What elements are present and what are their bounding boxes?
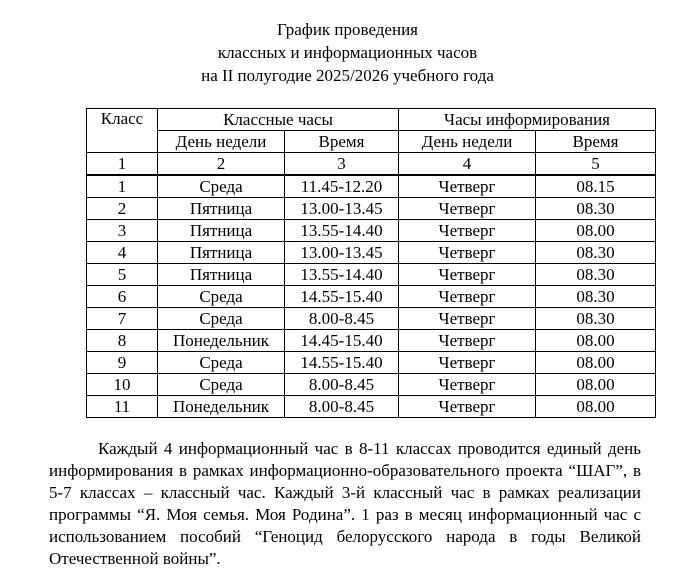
header-time: Время xyxy=(285,131,399,153)
cell-class: 9 xyxy=(87,352,158,374)
cell-class: 6 xyxy=(87,286,158,308)
cell-time: 13.55-14.40 xyxy=(285,264,399,286)
cell-day: Понедельник xyxy=(158,396,285,418)
cell-info-day: Четверг xyxy=(399,198,536,220)
cell-day: Среда xyxy=(158,286,285,308)
cell-info-time: 08.30 xyxy=(536,308,656,330)
cell-info-time: 08.30 xyxy=(536,242,656,264)
cell-time: 13.00-13.45 xyxy=(285,198,399,220)
column-number: 5 xyxy=(536,153,656,176)
cell-class: 8 xyxy=(87,330,158,352)
cell-info-time: 08.30 xyxy=(536,198,656,220)
document-title xyxy=(0,18,695,87)
cell-day: Среда xyxy=(158,308,285,330)
title-line-2: классных и информационных часов xyxy=(217,43,478,62)
header-row-2 xyxy=(87,131,656,153)
cell-info-time: 08.00 xyxy=(536,220,656,242)
header-row-1 xyxy=(87,109,656,131)
cell-time: 14.45-15.40 xyxy=(285,330,399,352)
cell-info-day: Четверг xyxy=(399,308,536,330)
cell-info-day: Четверг xyxy=(399,374,536,396)
cell-class: 4 xyxy=(87,242,158,264)
cell-day: Понедельник xyxy=(158,330,285,352)
cell-info-day: Четверг xyxy=(399,396,536,418)
cell-time: 14.55-15.40 xyxy=(285,352,399,374)
column-number: 4 xyxy=(399,153,536,176)
cell-time: 8.00-8.45 xyxy=(285,374,399,396)
cell-info-time: 08.30 xyxy=(536,286,656,308)
cell-class: 3 xyxy=(87,220,158,242)
schedule-table xyxy=(86,108,656,418)
cell-day: Пятница xyxy=(158,264,285,286)
cell-info-time: 08.30 xyxy=(536,264,656,286)
table-row xyxy=(87,175,656,198)
table-row xyxy=(87,352,656,374)
header-class-hours: Классные часы xyxy=(158,109,399,131)
cell-info-time: 08.15 xyxy=(536,175,656,198)
schedule-table-body xyxy=(87,109,656,418)
cell-info-day: Четверг xyxy=(399,220,536,242)
cell-info-day: Четверг xyxy=(399,286,536,308)
column-number: 2 xyxy=(158,153,285,176)
cell-time: 13.55-14.40 xyxy=(285,220,399,242)
cell-class: 1 xyxy=(87,175,158,198)
cell-info-day: Четверг xyxy=(399,242,536,264)
table-row xyxy=(87,374,656,396)
note-paragraph: Каждый 4 информационный час в 8-11 классах проводится единый день информирования в рамках информационно-образовательного проекта “ШАГ”, в 5-7 классах – классный час. Каждый 3-й классный час в рамках реализации программы “Я. Моя семья. Моя Родина”. 1 раз в месяц информационный час с использованием пособий “Геноцид белорусского народа в годы Великой Отечественной войны”. xyxy=(49,439,641,568)
cell-day: Пятница xyxy=(158,198,285,220)
title-line-1: График проведения xyxy=(277,20,418,39)
table-row xyxy=(87,286,656,308)
cell-info-day: Четверг xyxy=(399,330,536,352)
cell-time: 13.00-13.45 xyxy=(285,242,399,264)
cell-class: 11 xyxy=(87,396,158,418)
cell-info-day: Четверг xyxy=(399,175,536,198)
cell-info-day: Четверг xyxy=(399,264,536,286)
column-number: 3 xyxy=(285,153,399,176)
cell-info-time: 08.00 xyxy=(536,352,656,374)
cell-class: 10 xyxy=(87,374,158,396)
header-info-day: День недели xyxy=(399,131,536,153)
cell-time: 11.45-12.20 xyxy=(285,175,399,198)
table-row xyxy=(87,396,656,418)
cell-class: 7 xyxy=(87,308,158,330)
header-info-time: Время xyxy=(536,131,656,153)
cell-day: Среда xyxy=(158,352,285,374)
header-info-hours: Часы информирования xyxy=(399,109,656,131)
header-day: День недели xyxy=(158,131,285,153)
table-row xyxy=(87,308,656,330)
cell-info-time: 08.00 xyxy=(536,330,656,352)
column-numbers-row xyxy=(87,153,656,176)
cell-class: 5 xyxy=(87,264,158,286)
cell-day: Среда xyxy=(158,175,285,198)
table-row xyxy=(87,198,656,220)
title-line-3: на II полугодие 2025/2026 учебного года xyxy=(201,66,494,85)
cell-info-day: Четверг xyxy=(399,352,536,374)
cell-info-time: 08.00 xyxy=(536,374,656,396)
cell-time: 14.55-15.40 xyxy=(285,286,399,308)
cell-day: Пятница xyxy=(158,242,285,264)
header-class: Класс xyxy=(87,109,158,153)
table-row xyxy=(87,242,656,264)
cell-day: Среда xyxy=(158,374,285,396)
table-row xyxy=(87,220,656,242)
cell-info-time: 08.00 xyxy=(536,396,656,418)
column-number: 1 xyxy=(87,153,158,176)
cell-time: 8.00-8.45 xyxy=(285,308,399,330)
cell-day: Пятница xyxy=(158,220,285,242)
cell-time: 8.00-8.45 xyxy=(285,396,399,418)
table-row xyxy=(87,330,656,352)
cell-class: 2 xyxy=(87,198,158,220)
table-row xyxy=(87,264,656,286)
